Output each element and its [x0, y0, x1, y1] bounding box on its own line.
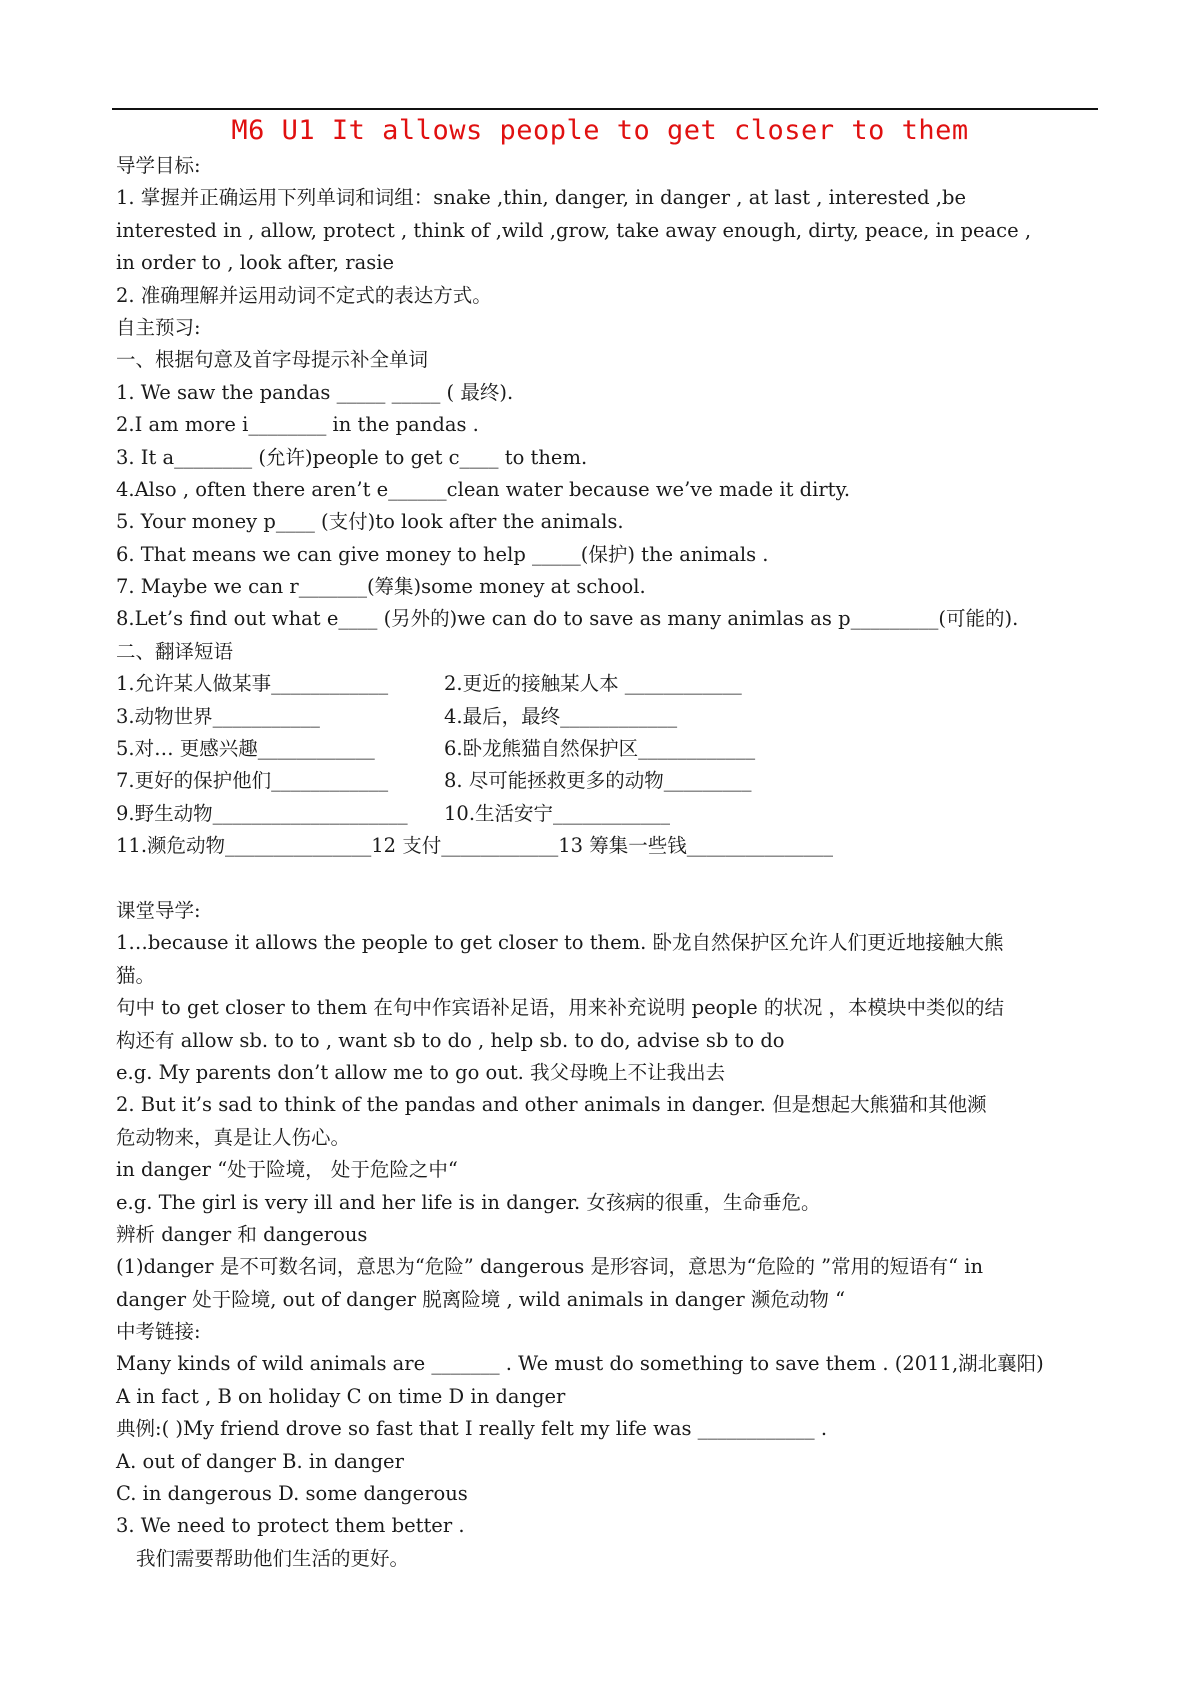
preview-heading: 自主预习: [116, 315, 201, 339]
class-line: 我们需要帮助他们生活的更好。 [136, 1546, 410, 1570]
class-line: 句中 to get closer to them 在句中作宾语补足语，用来补充说明 people 的状况 ，本模块中类似的结 [116, 996, 1005, 1020]
blank-line [116, 863, 1106, 895]
phrase-item: 10.生活安宁____________ [444, 801, 671, 825]
class-line: 辨析 danger 和 dangerous [116, 1222, 368, 1246]
goal-line: in order to , look after, rasie [116, 251, 395, 275]
phrase-item: 8. 尽可能拯救更多的动物_________ [444, 769, 752, 793]
class-line: danger 处于险境, out of danger 脱离险境 , wild animals in danger 濒危动物 “ [116, 1287, 846, 1311]
phrase-row [116, 668, 1106, 700]
part1-heading: 一、根据句意及首字母提示补全单词 [116, 348, 429, 372]
phrase-item: 2.更近的接触某人本 ____________ [444, 672, 742, 696]
phrase-row [116, 765, 1106, 797]
class-line: 构还有 allow sb. to to , want sb to do , help sb. to do, advise sb to do [116, 1028, 785, 1052]
class-line: Many kinds of wild animals are _______ . We must do something to save them . (2011,湖北襄阳) [116, 1352, 1044, 1376]
class-line: 猫。 [116, 963, 156, 987]
exercise-line: 1. We saw the pandas _____ _____ ( 最终). [116, 380, 514, 404]
exercise-line: 8.Let’s find out what e____ (另外的)we can do to save as many animlas as p_________(可能的). [116, 607, 1019, 631]
page-title: M6 U1 It allows people to get closer to them [231, 115, 969, 146]
phrase-item: 6.卧龙熊猫自然保护区____________ [444, 737, 756, 761]
part2-heading: 二、翻译短语 [116, 639, 234, 663]
class-line: 典例:( )My friend drove so fast that I really felt my life was ____________ . [116, 1417, 828, 1441]
phrase-row [116, 701, 1106, 733]
goals-heading: 导学目标: [116, 154, 201, 177]
goal-line: 1. 掌握并正确运用下列单词和词组：snake ,thin, danger, in danger , at last , interested ,be [116, 186, 966, 210]
goal-line: 2. 准确理解并运用动词不定式的表达方式。 [116, 283, 492, 307]
phrase-item: 3.动物世界___________ [116, 704, 320, 728]
goal-line: interested in , allow, protect , think of ,wild ,grow, take away enough, dirty, peace, in peace , [116, 218, 1032, 242]
exercise-line: 2.I am more i________ in the pandas . [116, 413, 479, 437]
header-rule [112, 108, 1098, 110]
class-line: e.g. My parents don’t allow me to go out. 我父母晚上不让我出去 [116, 1060, 726, 1084]
exercise-line: 7. Maybe we can r_______(筹集)some money at school. [116, 575, 646, 599]
class-line: e.g. The girl is very ill and her life is in danger. 女孩病的很重，生命垂危。 [116, 1190, 821, 1214]
class-line: C. in dangerous D. some dangerous [116, 1482, 468, 1506]
exercise-line: 6. That means we can give money to help _____(保护) the animals . [116, 542, 769, 566]
class-line: (1)danger 是不可数名词，意思为“危险” dangerous 是形容词，意思为“危险的 ”常用的短语有“ in [116, 1255, 984, 1279]
phrase-row-last: 11.濒危动物_______________12 支付____________13 筹集一些钱_______________ [116, 834, 834, 858]
phrase-item: 9.野生动物____________________ [116, 801, 408, 825]
class-line: 3. We need to protect them better . [116, 1514, 465, 1538]
class-line: A. out of danger B. in danger [116, 1449, 404, 1473]
exercise-line: 4.Also , often there aren’t e______clean water because we’ve made it dirty. [116, 477, 851, 501]
class-line: 1…because it allows the people to get closer to them. 卧龙自然保护区允许人们更近地接触大熊 [116, 931, 1004, 955]
class-heading: 课堂导学: [116, 898, 201, 922]
class-line: in danger “处于险境， 处于危险之中“ [116, 1158, 458, 1182]
phrase-row [116, 798, 1106, 830]
class-line: 危动物来，真是让人伤心。 [116, 1125, 351, 1149]
class-line: 中考链接: [116, 1320, 201, 1344]
phrase-row [116, 733, 1106, 765]
class-line: A in fact , B on holiday C on time D in danger [116, 1384, 566, 1408]
class-line: 2. But it’s sad to think of the pandas and other animals in danger. 但是想起大熊猫和其他濒 [116, 1093, 987, 1117]
document-body [116, 150, 1106, 1575]
exercise-line: 3. It a________ (允许)people to get c____ to them. [116, 445, 588, 469]
phrase-item: 1.允许某人做某事____________ [116, 672, 389, 696]
exercise-line: 5. Your money p____ (支付)to look after the animals. [116, 510, 624, 534]
phrase-item: 5.对… 更感兴趣____________ [116, 737, 375, 761]
phrase-item: 4.最后，最终____________ [444, 704, 678, 728]
phrase-item: 7.更好的保护他们____________ [116, 769, 389, 793]
